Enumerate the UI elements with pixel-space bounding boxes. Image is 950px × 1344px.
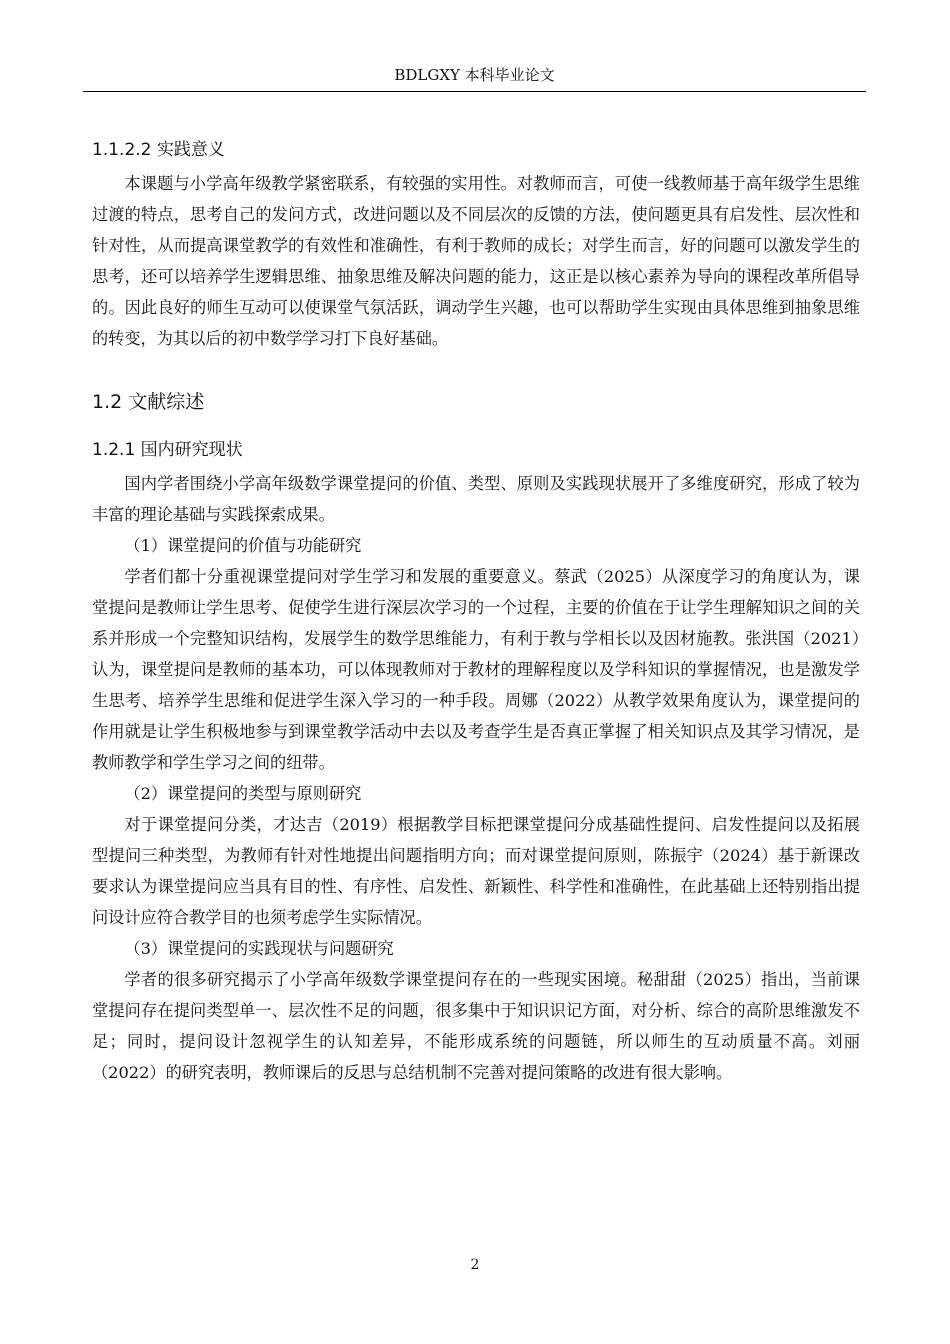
paragraph-practice-status: 学者的很多研究揭示了小学高年级数学课堂提问存在的一些现实困境。秘甜甜（2025）指出，当前课堂提问存在提问类型单一、层次性不足的问题，很多集中于知识识记方面，对分析、综合的高阶思维激发不足；同时，提问设计忽视学生的认知差异，不能形成系统的问题链，所以师生的互动质量不高。刘丽（2022）的研究表明，教师课后的反思与总结机制不完善对提问策略的改进有很大影响。 bbox=[92, 970, 860, 1082]
paragraph-types-principles: 对于课堂提问分类，才达吉（2019）根据教学目标把课堂提问分成基础性提问、启发性提问以及拓展型提问三种类型，为教师有针对性地提出问题指明方向；而对课堂提问原则，陈振宇（2024）基于新课改要求认为课堂提问应当具有目的性、有序性、启发性、新颖性、科学性和准确性，在此基础上还特别指出提问设计应符合教学目的也须考虑学生实际情况。 bbox=[92, 815, 860, 927]
section-heading-1-2: 1.2 文献综述 bbox=[92, 391, 205, 413]
subheading-value-function: （1）课堂提问的价值与功能研究 bbox=[124, 536, 362, 555]
section-heading-1-2-1: 1.2.1 国内研究现状 bbox=[92, 440, 243, 460]
header-title: BDLGXY 本科毕业论文 bbox=[394, 66, 555, 84]
page-content bbox=[92, 132, 860, 1088]
page-header bbox=[83, 62, 866, 92]
subheading-practice-status: （3）课堂提问的实践现状与问题研究 bbox=[124, 939, 394, 958]
section-heading-1-1-2-2: 1.1.2.2 实践意义 bbox=[92, 140, 225, 160]
subheading-types-principles: （2）课堂提问的类型与原则研究 bbox=[124, 784, 362, 803]
paragraph-practice-significance: 本课题与小学高年级教学紧密联系，有较强的实用性。对教师而言，可使一线教师基于高年级学生思维过渡的特点，思考自己的发问方式，改进问题以及不同层次的反馈的方法，使问题更具有启发性、层次性和针对性，从而提高课堂教学的有效性和准确性，有利于教师的成长；对学生而言，好的问题可以激发学生的思考，还可以培养学生逻辑思维、抽象思维及解决问题的能力，这正是以核心素养为导向的课程改革所倡导的。因此良好的师生互动可以使课堂气氛活跃，调动学生兴趣，也可以帮助学生实现由具体思维到抽象思维的转变，为其以后的初中数学学习打下良好基础。 bbox=[92, 174, 860, 348]
paragraph-value-function: 学者们都十分重视课堂提问对学生学习和发展的重要意义。蔡武（2025）从深度学习的角度认为，课堂提问是教师让学生思考、促使学生进行深层次学习的一个过程，主要的价值在于让学生理解知识之间的关系并形成一个完整知识结构，发展学生的数学思维能力，有利于教与学相长以及因材施教。张洪国（2021）认为，课堂提问是教师的基本功，可以体现教师对于教材的理解程度以及学科知识的掌握情况，也是激发学生思考、培养学生思维和促进学生深入学习的一种手段。周娜（2022）从教学效果角度认为，课堂提问的作用就是让学生积极地参与到课堂教学活动中去以及考查学生是否真正掌握了相关知识点及其学习情况，是教师教学和学生学习之间的纽带。 bbox=[92, 567, 860, 772]
paragraph-domestic-intro: 国内学者围绕小学高年级数学课堂提问的价值、类型、原则及实践现状展开了多维度研究，形成了较为丰富的理论基础与实践探索成果。 bbox=[92, 474, 860, 524]
page-number: 2 bbox=[470, 1257, 480, 1273]
